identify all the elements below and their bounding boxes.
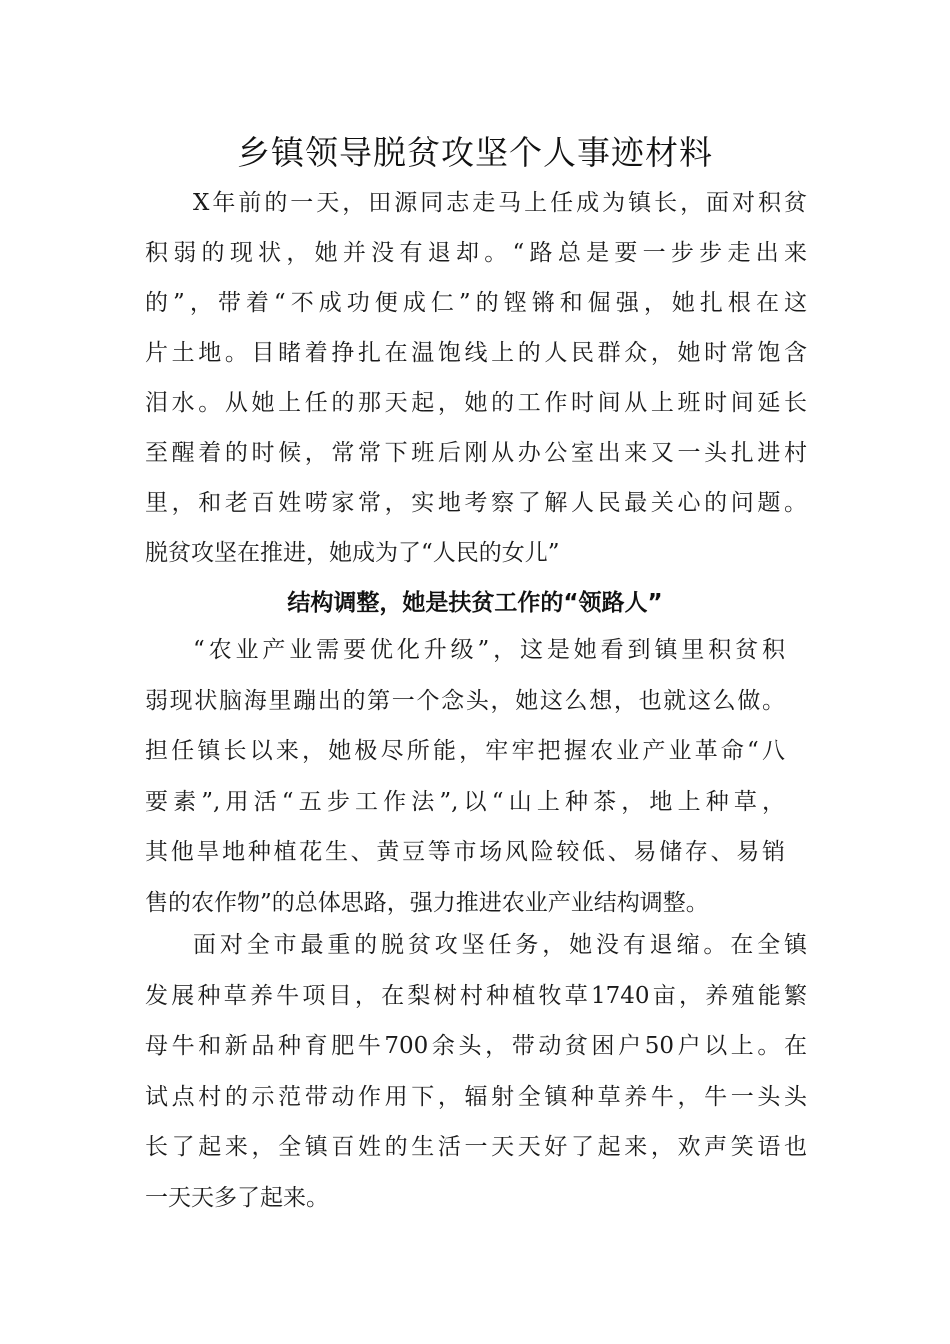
paragraph-line: 长了起来，全镇百姓的生活一天天好了起来，欢声笑语也: [145, 1134, 807, 1160]
paragraph-intro: [145, 178, 807, 578]
paragraph-line: “农业产业需要优化升级”，这是她看到镇里积贫积: [193, 637, 785, 663]
paragraph-line: 试点村的示范带动作用下，辐射全镇种草养牛，牛一头头: [145, 1083, 807, 1110]
paragraph-line: 至醒着的时候，常常下班后刚从办公室出来又一头扎进村: [145, 440, 807, 466]
paragraph-cattle-project: [145, 920, 807, 1223]
paragraph-line: 泪水。从她上任的那天起，她的工作时间从上班时间延长: [145, 390, 807, 416]
paragraph-line: 的”，带着“不成功便成仁”的铿锵和倔强，她扎根在这: [145, 290, 807, 316]
paragraph-line: 片土地。目睹着挣扎在温饱线上的人民群众，她时常饱含: [145, 340, 807, 366]
document-title: 乡镇领导脱贫攻坚个人事迹材料: [237, 133, 713, 172]
paragraph-line: 其他旱地种植花生、黄豆等市场风险较低、易储存、易销: [145, 839, 785, 865]
paragraph-line: 发展种草养牛项目，在梨树村种植牧草1740亩，养殖能繁: [145, 982, 807, 1009]
paragraph-line: 担任镇长以来，她极尽所能，牢牢把握农业产业革命“八: [145, 738, 785, 764]
paragraph-line: 里，和老百姓唠家常，实地考察了解人民最关心的问题。: [145, 490, 807, 516]
paragraph-line: 积弱的现状，她并没有退却。“路总是要一步步走出来: [145, 240, 807, 266]
paragraph-line: X年前的一天，田源同志走马上任成为镇长，面对积贫: [193, 190, 807, 216]
paragraph-line: 一天天多了起来。: [145, 1184, 329, 1211]
paragraph-line: 弱现状脑海里蹦出的第一个念头，她这么想，也就这么做。: [145, 687, 785, 714]
section-subheading: 结构调整，她是扶贫工作的“领路人”: [287, 590, 663, 616]
paragraph-line: 母牛和新品种育肥牛700余头，带动贫困户50户以上。在: [145, 1033, 807, 1059]
paragraph-structure-adjustment: [145, 625, 785, 928]
paragraph-line: 售的农作物”的总体思路，强力推进农业产业结构调整。: [145, 889, 709, 916]
paragraph-line: 要素”,用活“五步工作法”,以“山上种茶，地上种草，: [145, 788, 785, 815]
paragraph-line: 面对全市最重的脱贫攻坚任务，她没有退缩。在全镇: [193, 932, 807, 958]
paragraph-line: 脱贫攻坚在推进，她成为了“人民的女儿”: [145, 540, 560, 566]
